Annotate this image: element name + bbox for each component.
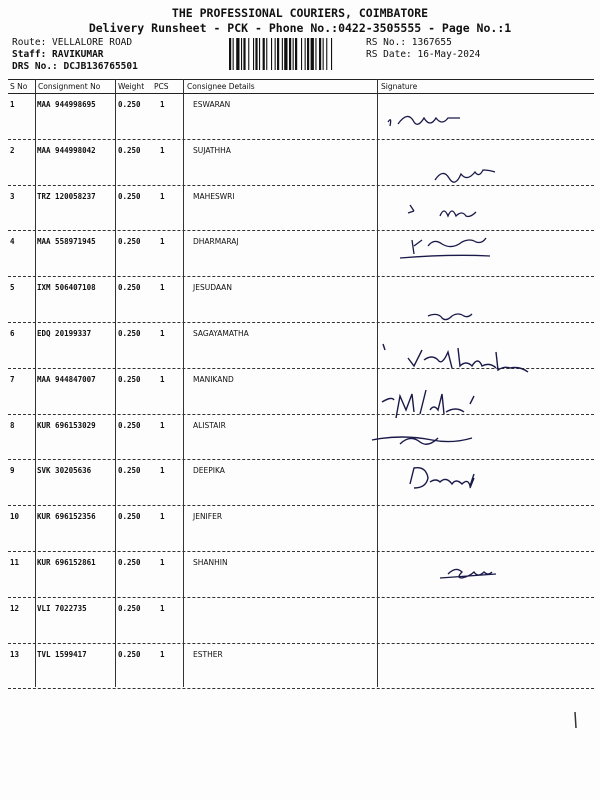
signature-mark: [435, 170, 495, 182]
row-sno: 1: [10, 100, 15, 109]
row-pcs: 1: [160, 466, 165, 476]
signature-mark: [410, 468, 474, 488]
barcode-bar: [331, 38, 332, 70]
column-divider: [115, 79, 116, 687]
row-sno: 11: [10, 558, 20, 567]
row-sno: 4: [10, 237, 15, 247]
row-pcs: 1: [160, 512, 165, 522]
signature-mark: [388, 116, 460, 126]
barcode-bar: [311, 38, 314, 70]
barcode-bar: [293, 38, 294, 70]
row-sno: 7: [10, 374, 15, 384]
col-header-weight: Weight: [118, 82, 145, 91]
row-consignment-no: TVL 1599417: [37, 649, 87, 659]
barcode-bar: [236, 38, 239, 70]
margin-mark: [575, 712, 576, 728]
row-pcs: 1: [160, 558, 165, 567]
row-sno: 3: [10, 191, 15, 201]
row-sno: 10: [10, 512, 20, 522]
row-consignment-no: KUR 696153029: [37, 420, 96, 430]
handwritten-note: C/N: [447, 668, 475, 684]
row-consignee: ESTHER: [193, 649, 223, 659]
column-divider: [35, 79, 36, 687]
barcode-bar: [323, 38, 324, 70]
signature-mark: [440, 569, 496, 578]
col-header-consignment: Consignment No: [38, 82, 101, 91]
barcode-bar: [305, 38, 306, 70]
row-pcs: 1: [160, 145, 165, 155]
barcode-bar: [253, 38, 254, 70]
barcode-bar: [289, 38, 291, 70]
barcode-bar: [319, 38, 321, 70]
row-separator: [8, 414, 594, 415]
barcode-bar: [229, 38, 231, 70]
column-divider: [183, 79, 184, 687]
drs-number: DRS No.: DCJB136765501: [12, 61, 138, 72]
table-top-rule: [8, 79, 594, 80]
row-weight: 0.250: [118, 329, 141, 338]
row-consignee: SAGAYAMATHA: [193, 329, 249, 338]
row-separator: [8, 551, 594, 552]
barcode-bar: [326, 38, 327, 70]
barcode-bar: [301, 38, 302, 70]
barcode-bar: [315, 38, 316, 70]
row-pcs: 1: [160, 329, 165, 338]
row-pcs: 1: [160, 100, 165, 109]
signature-mark: [408, 205, 476, 217]
barcode-bar: [277, 38, 279, 70]
header-bottom-rule: [8, 93, 594, 94]
handwritten-phone: 9842257436: [466, 292, 556, 308]
row-sno: 2: [10, 145, 15, 155]
handwritten-note: P/S: [435, 535, 466, 556]
row-consignee: MANIKAND: [193, 374, 234, 384]
barcode-bar: [307, 38, 309, 70]
row-separator: [8, 505, 594, 506]
row-separator: [8, 597, 594, 598]
row-consignee: SHANHIN: [193, 558, 228, 567]
col-header-consignee: Consignee Details: [187, 82, 255, 91]
row-weight: 0.250: [118, 374, 141, 384]
row-consignee: ALISTAIR: [193, 420, 226, 430]
row-pcs: 1: [160, 649, 165, 659]
barcode-bar: [243, 38, 245, 70]
row-pcs: 1: [160, 191, 165, 201]
barcode-bar: [248, 38, 249, 70]
column-divider: [377, 79, 378, 687]
row-weight: 0.250: [118, 191, 141, 201]
signature-mark: [372, 437, 472, 444]
row-separator: [8, 688, 594, 689]
staff-label: Staff: RAVIKUMAR: [12, 49, 104, 60]
rs-number: RS No.: 1367655: [366, 37, 452, 48]
row-consignment-no: MAA 944998695: [37, 100, 96, 109]
rs-date: RS Date: 16-May-2024: [366, 49, 481, 60]
barcode-image: [229, 38, 359, 70]
col-header-signature: Signature: [381, 82, 418, 91]
row-separator: [8, 322, 594, 323]
row-pcs: 1: [160, 603, 165, 613]
row-consignee: JESUDAAN: [193, 283, 232, 293]
barcode-bar: [284, 38, 287, 70]
row-consignment-no: MAA 558971945: [37, 237, 96, 247]
row-weight: 0.250: [118, 603, 141, 613]
route-label: Route: VELLALORE ROAD: [12, 37, 133, 48]
row-consignee: DEEPIKA: [193, 466, 225, 476]
row-consignment-no: MAA 944847007: [37, 374, 96, 384]
row-separator: [8, 139, 594, 140]
row-weight: 0.250: [118, 649, 141, 659]
row-consignment-no: EDQ 20199337: [37, 329, 92, 338]
row-sno: 8: [10, 420, 15, 430]
row-weight: 0.250: [118, 466, 141, 476]
col-header-sno: S No: [10, 82, 28, 91]
row-pcs: 1: [160, 283, 165, 293]
row-pcs: 1: [160, 374, 165, 384]
row-weight: 0.250: [118, 100, 141, 109]
row-consignee: MAHESWRI: [193, 191, 235, 201]
row-sno: 6: [10, 329, 15, 338]
row-consignment-no: VLI 7022735: [37, 603, 87, 613]
row-pcs: 1: [160, 237, 165, 247]
row-consignee: ESWARAN: [193, 100, 231, 109]
row-weight: 0.250: [118, 283, 141, 293]
row-weight: 0.250: [118, 558, 141, 567]
row-consignment-no: KUR 696152861: [37, 558, 96, 567]
row-weight: 0.250: [118, 145, 141, 155]
row-separator: [8, 276, 594, 277]
barcode-bar: [263, 38, 265, 70]
handwritten-phone: 7558118963: [451, 441, 534, 456]
handwritten-phone: 9790135540: [484, 225, 561, 239]
row-consignee: DHARMARAJ: [193, 237, 239, 247]
row-weight: 0.250: [118, 512, 141, 522]
row-weight: 0.250: [118, 420, 141, 430]
row-sno: 12: [10, 603, 20, 613]
row-separator: [8, 185, 594, 186]
row-sno: 5: [10, 283, 15, 293]
barcode-bar: [241, 38, 242, 70]
runsheet-subtitle: Delivery Runsheet - PCK - Phone No.:0422-3505555 - Page No.:1: [88, 21, 512, 35]
row-sno: 13: [10, 649, 20, 659]
handwritten-phone: 9600630974: [435, 590, 512, 604]
row-consignee: JENIFER: [193, 512, 223, 522]
row-pcs: 1: [160, 420, 165, 430]
row-sno: 9: [10, 466, 15, 476]
row-consignment-no: SVK 30205636: [37, 466, 92, 476]
row-separator: [8, 230, 594, 231]
barcode-bar: [282, 38, 283, 70]
row-weight: 0.250: [118, 237, 141, 247]
barcode-bar: [259, 38, 260, 70]
handwritten-phone: 9003370127: [453, 150, 543, 166]
row-separator: [8, 643, 594, 644]
row-consignment-no: KUR 696152356: [37, 512, 96, 522]
barcode-bar: [233, 38, 234, 70]
barcode-bar: [295, 38, 297, 70]
barcode-bar: [266, 38, 267, 70]
handwritten-phone: 9962230799: [447, 265, 524, 279]
barcode-bar: [255, 38, 257, 70]
company-title: THE PROFESSIONAL COURIERS, COIMBATORE: [171, 6, 429, 20]
col-header-pcs: PCS: [154, 82, 169, 91]
row-separator: [8, 459, 594, 460]
handwritten-phone: 9344064924: [482, 501, 559, 515]
row-separator: [8, 368, 594, 369]
row-consignment-no: TRZ 120058237: [37, 191, 96, 201]
row-consignment-no: IXM 506407108: [37, 283, 96, 293]
signature-mark: [400, 238, 490, 258]
row-consignment-no: MAA 944998042: [37, 145, 96, 155]
barcode-bar: [275, 38, 276, 70]
handwritten-note: C/N: [450, 623, 480, 641]
barcode-bar: [271, 38, 272, 70]
row-consignee: SUJATHHA: [193, 145, 231, 155]
signature-mark: [428, 314, 472, 320]
